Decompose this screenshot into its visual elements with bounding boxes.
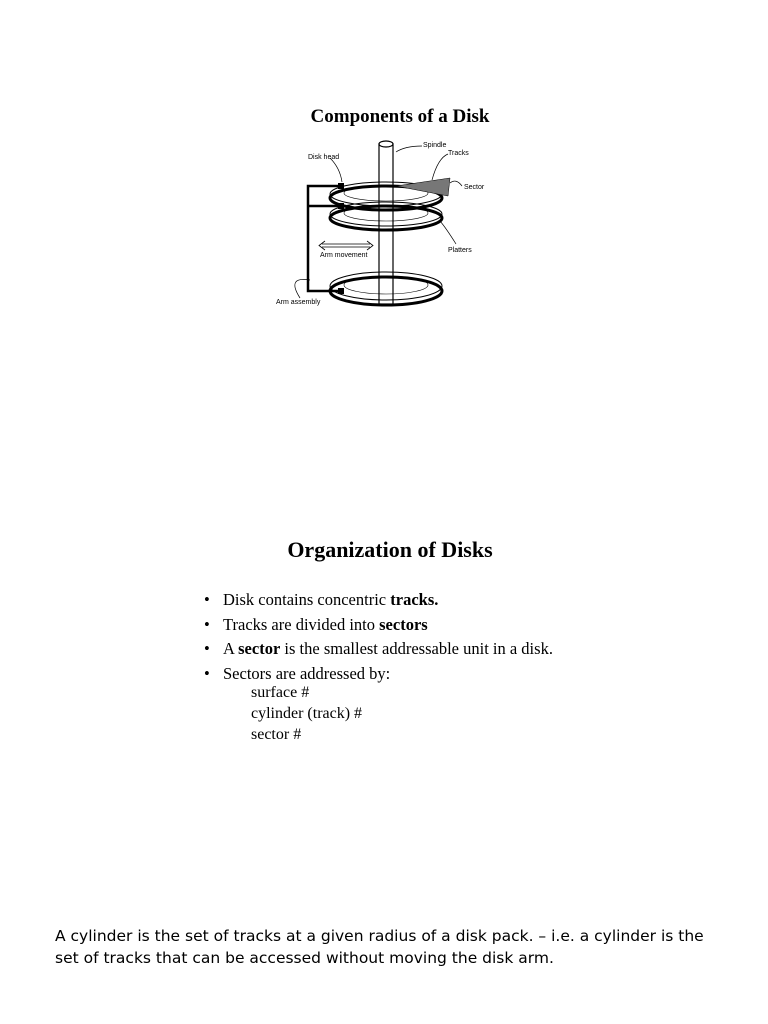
sector-wedge <box>396 178 450 196</box>
figure-title: Components of a Disk <box>310 106 490 127</box>
label-tracks: Tracks <box>448 150 469 157</box>
disk-components-diagram <box>270 136 500 321</box>
sub-item-surface: surface # <box>251 684 310 701</box>
cylinder-caption: A cylinder is the set of tracks at a given radius of a disk pack. – i.e. a cylinder is the set of tracks that can be accessed without moving the disk arm. <box>55 927 704 967</box>
label-disk-head: Disk head <box>308 154 340 161</box>
label-sector: Sector <box>464 184 485 191</box>
organization-title: Organization of Disks <box>287 537 493 562</box>
label-arm-movement: Arm movement <box>320 252 368 259</box>
arm-assembly <box>308 186 342 291</box>
label-spindle: Spindle <box>423 142 447 149</box>
sub-item-sector: sector # <box>251 726 302 743</box>
arm-movement-arrow <box>319 241 373 250</box>
bullet-item: • Tracks are divided into sectors <box>204 614 428 634</box>
bullet-item: • A sector is the smallest addressable unit in a disk. <box>204 639 553 658</box>
spindle <box>379 144 393 304</box>
label-arm-assembly: Arm assembly <box>276 299 321 306</box>
sub-item-cylinder: cylinder (track) # <box>251 705 363 722</box>
bullet-item: • Disk contains concentric tracks. <box>204 590 439 609</box>
label-platters: Platters <box>448 247 472 254</box>
disk-head <box>338 183 344 189</box>
bullet-item: • Sectors are addressed by: <box>204 663 391 683</box>
organization-bullets <box>204 588 553 686</box>
spindle-top <box>379 141 393 147</box>
